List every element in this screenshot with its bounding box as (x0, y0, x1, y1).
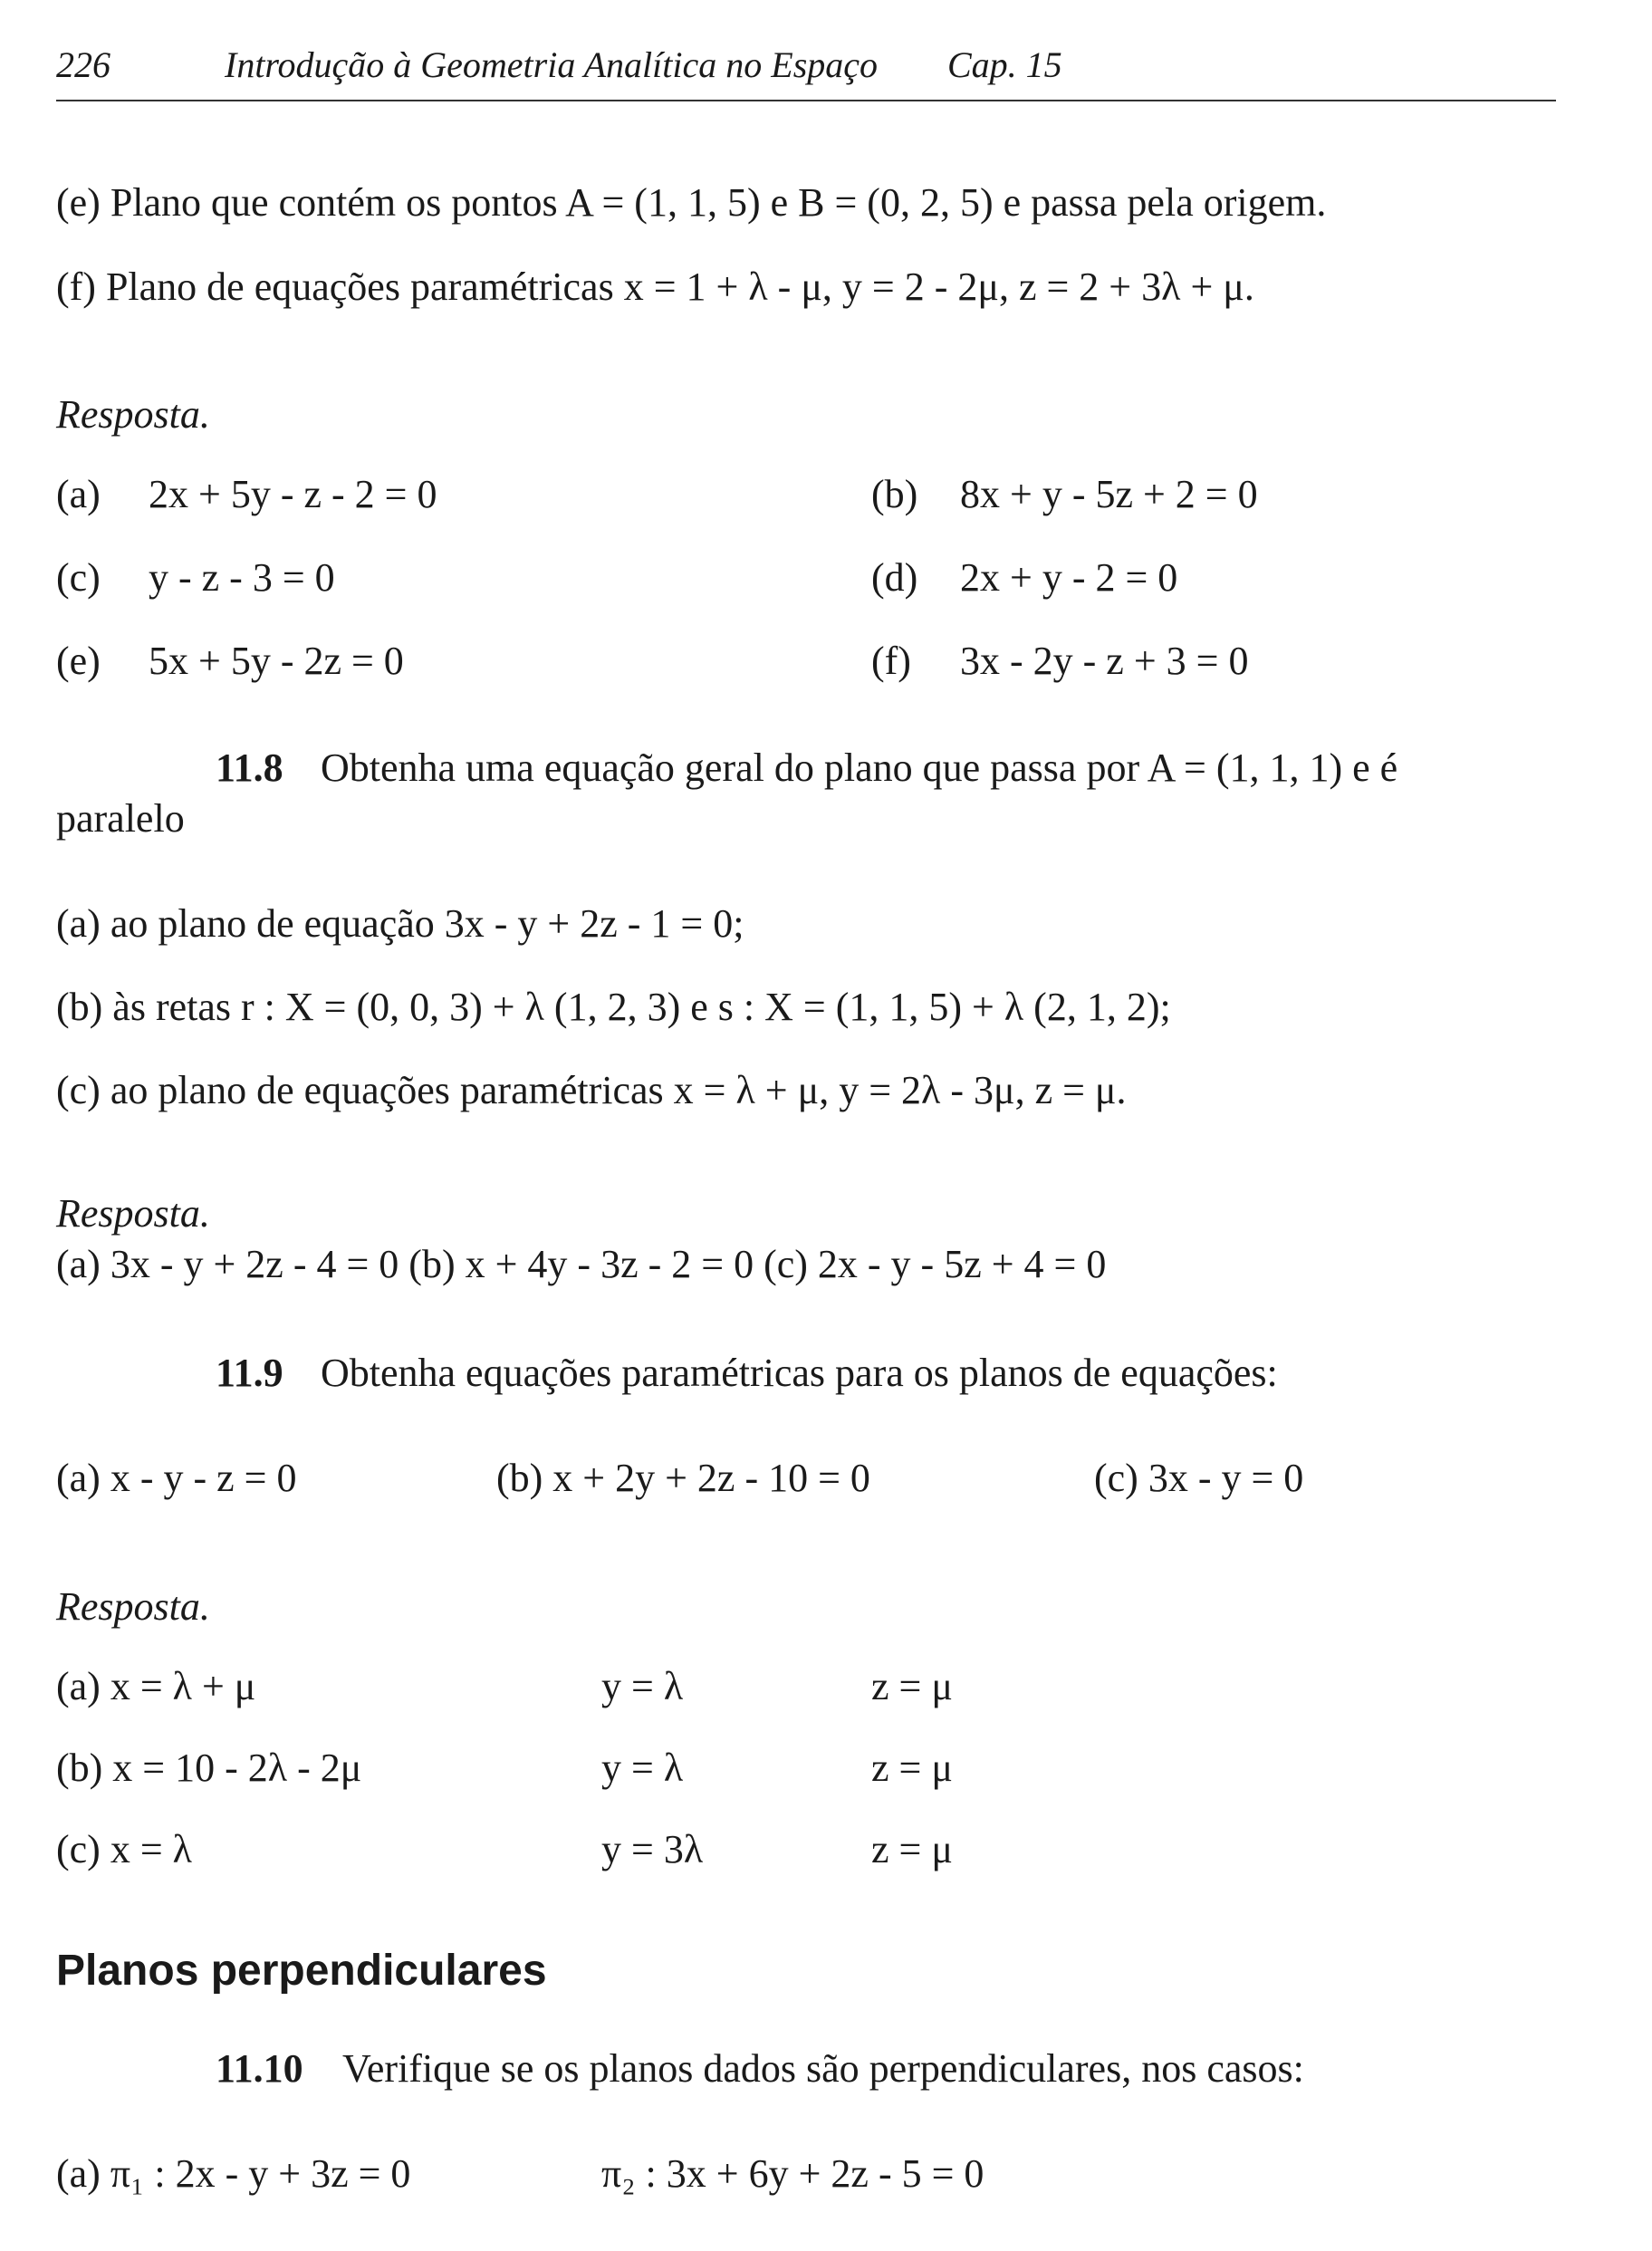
answer-a: 2x + 5y - z - 2 = 0 (149, 472, 437, 516)
exercise-item-b: (b) às retas r : X = (0, 0, 3) + λ (1, 2, 3) e s : X = (1, 1, 5) + λ (2, 1, 2); (56, 985, 1171, 1029)
answer-b-label: (b) (871, 472, 918, 516)
exercise-item-c: (c) 3x - y = 0 (1094, 1456, 1304, 1500)
exercise-item-a: (a) x - y - z = 0 (56, 1456, 297, 1500)
answer-e: 5x + 5y - 2z = 0 (149, 639, 404, 683)
header-rule (56, 100, 1556, 101)
item-e: (e) Plano que contém os pontos A = (1, 1, 5) e B = (0, 2, 5) e passa pela origem. (56, 180, 1327, 225)
answer-y: y = λ (601, 1746, 684, 1790)
answer-z: z = μ (871, 1664, 953, 1708)
exercise-statement: Verifique se os planos dados são perpendiculares, nos casos: (342, 2046, 1304, 2091)
answer-d: 2x + y - 2 = 0 (960, 555, 1178, 600)
answer-e-label: (e) (56, 639, 101, 683)
answer-b: 8x + y - 5z + 2 = 0 (960, 472, 1258, 516)
exercise-number: 11.9 (216, 1351, 283, 1395)
page-number: 226 (56, 44, 110, 85)
answer-d-label: (d) (871, 555, 918, 600)
chapter-label: Cap. 15 (947, 44, 1062, 85)
exercise-statement-cont: paralelo (56, 796, 185, 841)
answer-x: (b) x = 10 - 2λ - 2μ (56, 1746, 362, 1790)
item-f: (f) Plano de equações paramétricas x = 1 + λ - μ, y = 2 - 2μ, z = 2 + 3λ + μ. (56, 265, 1254, 309)
answer-y: y = 3λ (601, 1827, 704, 1871)
answer-label: Resposta. (56, 392, 210, 437)
answer-line: (a) 3x - y + 2z - 4 = 0 (b) x + 4y - 3z - 2 = 0 (c) 2x - y - 5z + 4 = 0 (56, 1242, 1107, 1286)
answer-z: z = μ (871, 1827, 953, 1871)
exercise-item-a: (a) ao plano de equação 3x - y + 2z - 1 = 0; (56, 901, 744, 946)
answer-label: Resposta. (56, 1191, 210, 1236)
answer-f: 3x - 2y - z + 3 = 0 (960, 639, 1249, 683)
running-title: Introdução à Geometria Analítica no Espaço (225, 44, 879, 85)
answer-c-label: (c) (56, 555, 101, 600)
exercise-statement: Obtenha equações paramétricas para os planos de equações: (321, 1351, 1278, 1395)
answer-c: y - z - 3 = 0 (149, 555, 335, 600)
answer-y: y = λ (601, 1664, 684, 1708)
exercise-number: 11.8 (216, 746, 283, 790)
answer-z: z = μ (871, 1746, 953, 1790)
exercise-number: 11.10 (216, 2046, 303, 2091)
answer-a-label: (a) (56, 472, 101, 516)
answer-x: (a) x = λ + μ (56, 1664, 256, 1708)
section-heading: Planos perpendiculares (56, 1947, 547, 1995)
exercise-item-b: (b) x + 2y + 2z - 10 = 0 (496, 1456, 870, 1500)
exercise-item-c: (c) ao plano de equações paramétricas x = λ + μ, y = 2λ - 3μ, z = μ. (56, 1068, 1127, 1112)
answer-x: (c) x = λ (56, 1827, 192, 1871)
answer-label: Resposta. (56, 1584, 210, 1629)
exercise-statement: Obtenha uma equação geral do plano que passa por A = (1, 1, 1) e é (321, 746, 1398, 790)
exercise-item-a-plane2: π₂ : 3x + 6y + 2z - 5 = 0 (601, 2151, 984, 2196)
exercise-item-a-plane1: (a) π₁ : 2x - y + 3z = 0 (56, 2151, 411, 2196)
answer-f-label: (f) (871, 639, 911, 683)
